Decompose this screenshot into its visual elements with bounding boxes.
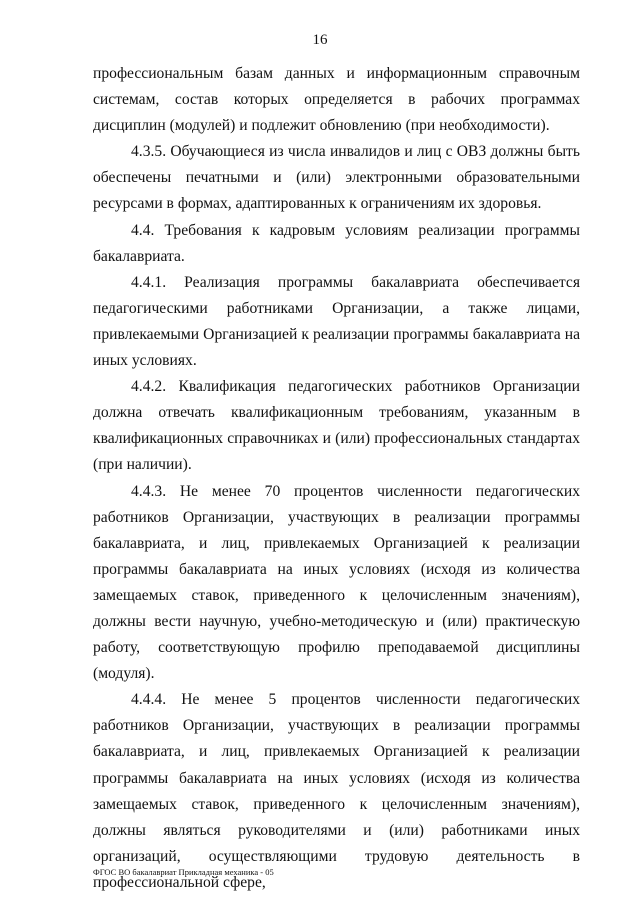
paragraph-4-3-5: 4.3.5. Обучающиеся из числа инвалидов и лиц с ОВЗ должны быть обеспечены печатными и (или) электронными образовательными ресурсами в формах, адаптированных к ограничениям их здоровья. bbox=[93, 143, 580, 213]
paragraph-4-4: 4.4. Требования к кадровым условиям реализации программы бакалавриата. bbox=[93, 221, 580, 265]
paragraph-4-4-1: 4.4.1. Реализация программы бакалавриата обеспечивается педагогическими работниками Организации, а также лицами, привлекаемыми Организацией к реализации программы бакалавриата на иных условиях. bbox=[93, 273, 580, 370]
page-number: 16 bbox=[312, 32, 328, 48]
paragraph-continuation: профессиональным базам данных и информационным справочным системам, состав которых определяется в рабочих программах дисциплин (модулей) и подлежит обновлению (при необходимости). bbox=[93, 65, 580, 135]
paragraph-4-4-4: 4.4.4. Не менее 5 процентов численности педагогических работников Организации, участвующих в реализации программы бакалавриата, и лиц, привлекаемых Организацией к реализации программы бакалавриата на иных условиях (исходя из количества замещаемых ставок, приведенного к целочисленным значениям), должны являться руководителями и (или) работниками иных организаций, осуществляющими трудовую деятельность в профессиональной сфере, bbox=[93, 691, 580, 891]
document-footer: ФГОС ВО бакалавриат Прикладная механика - 05 bbox=[93, 867, 274, 877]
paragraph-4-4-2: 4.4.2. Квалификация педагогических работников Организации должна отвечать квалификационным требованиям, указанным в квалификационных справочниках и (или) профессиональных стандартах (при наличии). bbox=[93, 378, 580, 474]
document-body bbox=[93, 61, 580, 896]
paragraph-4-4-3: 4.4.3. Не менее 70 процентов численности педагогических работников Организации, участвующих в реализации программы бакалавриата, и лиц, привлекаемых Организацией к реализации программы бакалавриата на иных условиях (исходя из количества замещаемых ставок, приведенного к целочисленным значениям), должны вести научную, учебно-методическую и (или) практическую работу, соответствующую профилю преподаваемой дисциплины (модуля). bbox=[93, 482, 580, 683]
